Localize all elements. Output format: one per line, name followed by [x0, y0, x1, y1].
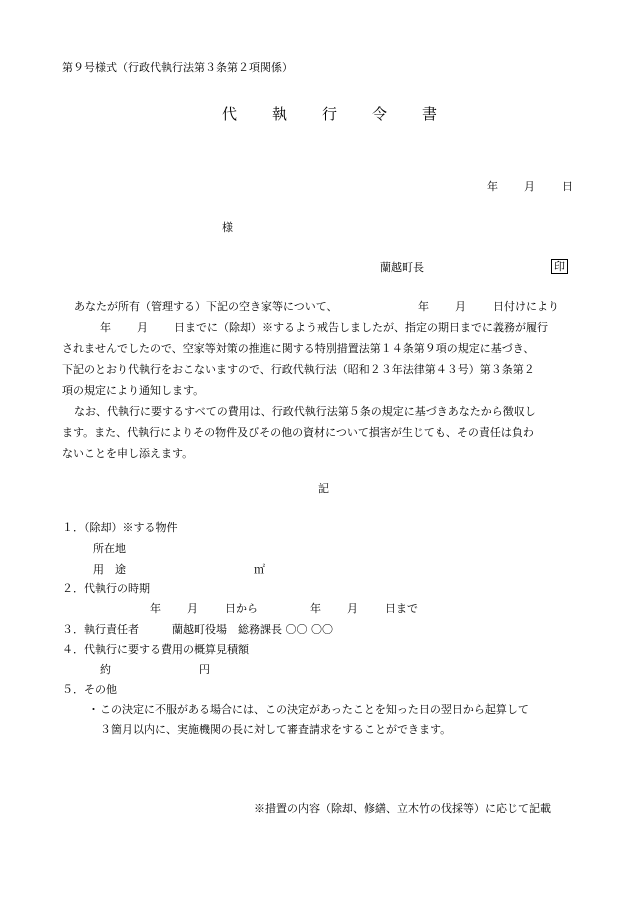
addressee: 様: [222, 221, 233, 234]
body-line: あなたが所有（管理する）下記の空き家等について、: [74, 300, 338, 313]
item-1-location: 所在地: [93, 542, 126, 555]
issuer: 蘭越町長: [380, 261, 424, 274]
body-line: ます。また、代執行によりその物件及びその他の資材について損害が生じても、その責任は負わ: [62, 426, 534, 439]
item-4: ４．代執行に要する費用の概算見積額: [62, 643, 249, 656]
item-1-unit: ㎡: [254, 563, 265, 576]
body-line: されませんでしたので、空家等対策の推進に関する特別措置法第１４条第９項の規定に基づき、: [62, 342, 535, 355]
body-line: 下記のとおり代執行をおこないますので、行政代執行法（昭和２３年法律第４３号）第３条第２: [62, 363, 535, 376]
item-5: ５．その他: [62, 683, 117, 696]
footnote: ※措置の内容（除却、修繕、立木竹の伐採等）に応じて記載: [254, 802, 551, 815]
item-2: ２．代執行の時期: [62, 582, 150, 595]
title-char: 令: [372, 105, 388, 123]
body-line: 項の規定により通知します。: [62, 384, 205, 397]
date-year: 年: [487, 180, 498, 193]
title-char: 代: [222, 105, 238, 123]
item-5-bullet: ・: [88, 703, 99, 716]
ki-heading: 記: [318, 482, 329, 495]
seal-mark: 印: [551, 259, 568, 274]
item-1: １．（除却）※する物件: [62, 521, 178, 534]
title-char: 執: [272, 105, 288, 123]
title-char: 書: [422, 105, 438, 123]
form-label: 第９号様式（行政代執行法第３条第２項関係）: [62, 61, 293, 74]
item-5-line: この決定に不服がある場合には、この決定があったことを知った日の翌日から起算して: [100, 703, 529, 716]
item-3-value: 蘭越町役場 総務課長 〇〇 〇〇: [172, 623, 333, 636]
date-month: 月: [524, 180, 535, 193]
body-line: ないことを申し添えます。: [62, 447, 194, 460]
item-4-unit: 円: [199, 663, 210, 676]
body-line: 日までに（除却）※するよう戒告しましたが、指定の期日までに義務が履行: [174, 321, 548, 334]
item-5-line: ３箇月以内に、実施機関の長に対して審査請求をすることができます。: [100, 723, 452, 736]
item-3: ３．執行責任者: [62, 623, 139, 636]
item-4-prefix: 約: [100, 663, 111, 676]
title-char: 行: [322, 105, 338, 123]
body-line: なお、代執行に要するすべての費用は、行政代執行法第５条の規定に基づきあなたから徴収し: [74, 405, 536, 418]
date-day: 日: [562, 180, 573, 193]
item-1-use: 用 途: [93, 563, 126, 576]
